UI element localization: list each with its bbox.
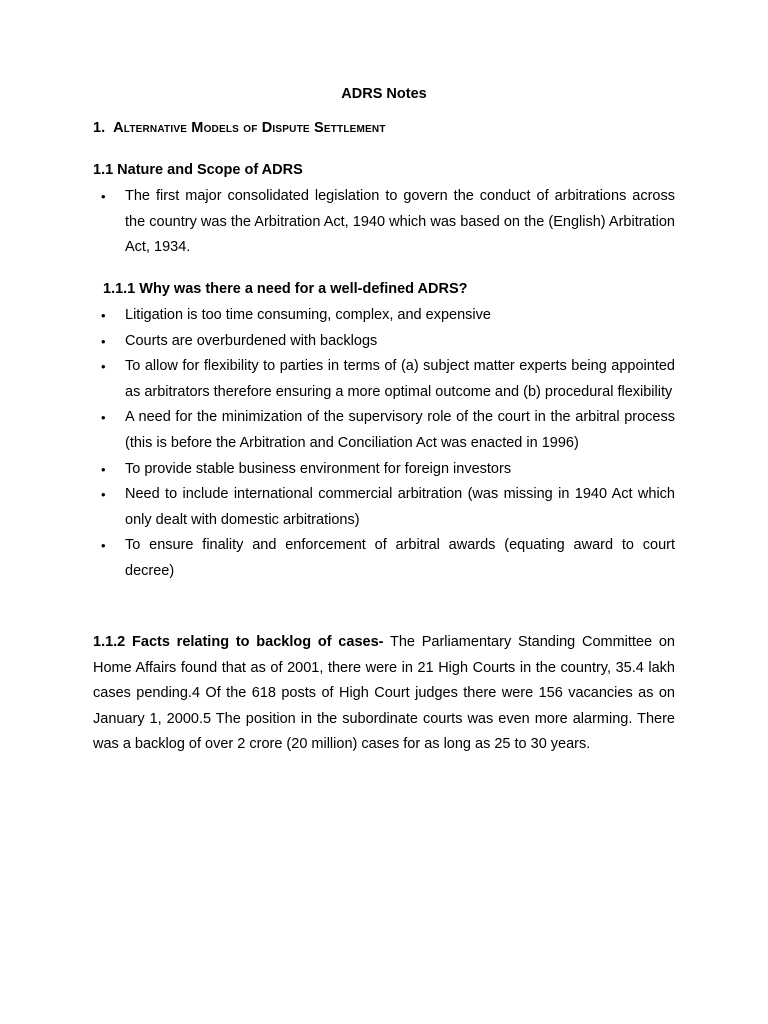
section-1-title: Alternative Models of Dispute Settlement [113, 120, 386, 136]
bullet-icon: • [101, 308, 106, 323]
bullet-icon: • [101, 333, 106, 349]
bullet-icon: • [101, 538, 106, 554]
list-item [93, 405, 675, 456]
list-item [93, 303, 675, 329]
section-1-heading [93, 120, 386, 136]
bullet-icon: • [101, 410, 106, 426]
list-item [93, 457, 675, 483]
list-item [93, 184, 675, 261]
list-item-text: To ensure finality and enforcement of arbitral awards (equating award to court decree) [125, 537, 675, 579]
list-item [93, 329, 675, 355]
bullet-icon: • [101, 359, 106, 375]
bullet-icon: • [101, 461, 106, 477]
list-item-text: Litigation is too time consuming, complex, and expensive [125, 307, 491, 323]
nature-scope-list [93, 184, 675, 261]
section-1-1-heading: 1.1 Nature and Scope of ADRS [93, 162, 303, 178]
bullet-icon: • [101, 189, 106, 204]
backlog-facts-text: The Parliamentary Standing Committee on Home Affairs found that as of 2001, there were in 21 High Courts in the country, 35.4 lakh cases pending.4 Of the 618 posts of High Court judges there were 156 vacancies as on January 1, 2000.5 The position in the subordinate courts was even more alarming. There was a backlog of over 2 crore (20 million) cases for as long as 25 to 30 years. [93, 634, 675, 753]
list-item-text: A need for the minimization of the supervisory role of the court in the arbitral process (this is before the Arbitration and Conciliation Act was enacted in 1996) [125, 409, 675, 451]
backlog-facts-paragraph [93, 630, 675, 758]
list-item-text: To provide stable business environment for foreign investors [125, 460, 512, 477]
list-item [93, 354, 675, 405]
backlog-facts-heading: 1.1.2 Facts relating to backlog of cases- [93, 634, 384, 650]
list-item [93, 533, 675, 584]
need-for-adrs-list [93, 303, 675, 585]
list-item-text: Need to include international commercial arbitration (was missing in 1940 Act which only dealt with domestic arbitrations) [125, 486, 675, 528]
list-item [93, 482, 675, 533]
section-1-1-1-heading: 1.1.1 Why was there a need for a well-defined ADRS? [103, 281, 468, 297]
bullet-icon: • [101, 487, 106, 503]
list-item-text: Courts are overburdened with backlogs [125, 332, 378, 349]
list-item-text: To allow for flexibility to parties in terms of (a) subject matter experts being appointed as arbitrators therefore ensuring a more optimal outcome and (b) procedural flexibility [125, 358, 675, 400]
list-item-text: The first major consolidated legislation to govern the conduct of arbitrations across the country was the Arbitration Act, 1940 which was based on the (English) Arbitration Act, 1934. [125, 188, 675, 256]
section-1-number: 1. [93, 120, 106, 136]
document-title: ADRS Notes [341, 86, 427, 102]
